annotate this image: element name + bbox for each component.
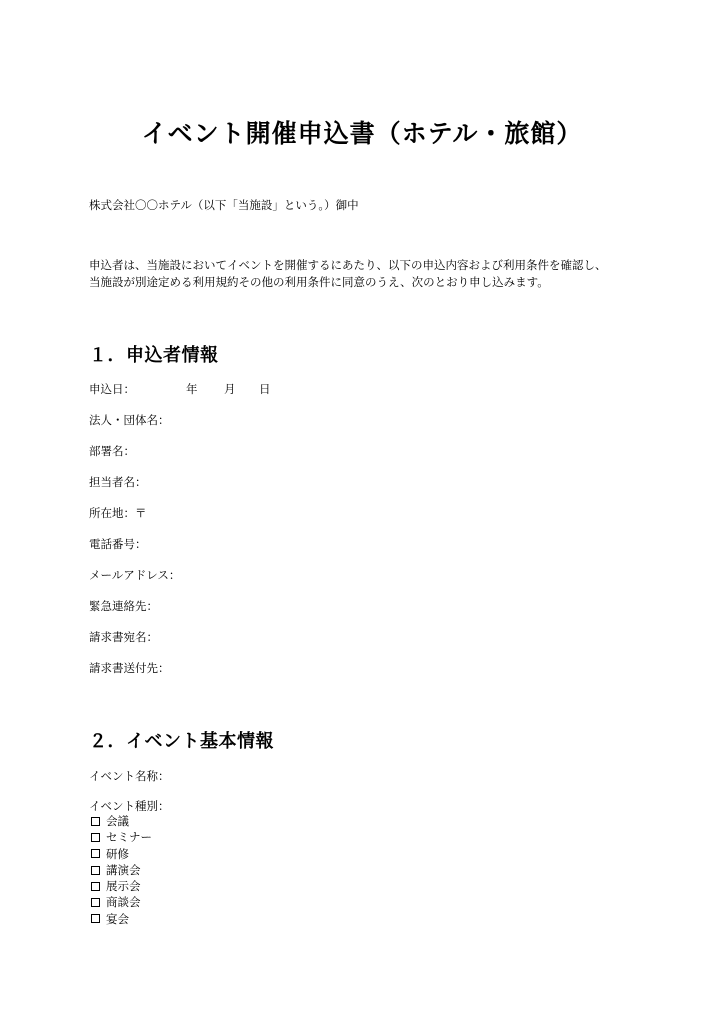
checkbox-icon[interactable] [91, 882, 100, 891]
checkbox-icon[interactable] [91, 849, 100, 858]
event-type-checkbox-list [89, 813, 152, 927]
checkbox-icon[interactable] [91, 817, 100, 826]
event-type-option-label: 宴会 [106, 911, 129, 926]
email-field: メールアドレス： [89, 568, 181, 582]
contact-person-field: 担当者名： [89, 475, 147, 489]
organization-name-field: 法人・団体名： [89, 413, 170, 427]
checkbox-icon[interactable] [91, 866, 100, 875]
event-type-option-label: 会議 [106, 814, 129, 828]
application-date-label: 申込日： [89, 382, 135, 396]
event-type-option-label: 研修 [106, 846, 129, 861]
event-name-field: イベント名称： [89, 769, 170, 783]
event-type-option-training[interactable] [89, 846, 152, 862]
event-type-option-banquet[interactable] [89, 911, 152, 927]
date-day-label: 日 [259, 382, 271, 396]
intro-paragraph [89, 257, 607, 291]
checkbox-icon[interactable] [91, 833, 100, 842]
page-title: イベント開催申込書（ホテル・旅館） [141, 119, 583, 148]
checkbox-icon[interactable] [91, 914, 100, 923]
section-heading-event: ２．イベント基本情報 [89, 731, 274, 752]
event-type-option-exhibition[interactable] [89, 878, 152, 894]
event-type-option-business-meeting[interactable] [89, 894, 152, 910]
date-year-label: 年 [186, 382, 198, 396]
address-field: 所在地：〒 [89, 506, 147, 520]
invoice-addressee-field: 請求書宛名： [89, 630, 158, 644]
event-type-option-seminar[interactable] [89, 829, 152, 845]
event-type-option-label: 展示会 [106, 879, 141, 894]
event-type-option-label: 講演会 [106, 862, 141, 877]
intro-line: 申込者は、当施設においてイベントを開催するにあたり、以下の申込内容および利用条件を確認し、 [89, 258, 607, 272]
section-heading-applicant: １．申込者情報 [89, 345, 219, 366]
event-type-option-lecture[interactable] [89, 862, 152, 878]
emergency-contact-field: 緊急連絡先： [89, 599, 158, 613]
checkbox-icon[interactable] [91, 898, 100, 907]
phone-field: 電話番号： [89, 537, 147, 551]
addressee-line: 株式会社〇〇ホテル（以下「当施設」という。）御中 [89, 198, 359, 212]
event-type-option-label: 商談会 [106, 895, 141, 910]
department-field: 部署名： [89, 444, 135, 458]
event-type-label: イベント種別： [89, 799, 170, 813]
event-type-option-label: セミナー [106, 830, 152, 845]
event-type-option-meeting[interactable] [89, 813, 152, 829]
invoice-destination-field: 請求書送付先： [89, 661, 170, 675]
date-month-label: 月 [224, 382, 236, 396]
intro-line: 当施設が別途定める利用規約その他の利用条件に同意のうえ、次のとおり申し込みます。 [89, 275, 549, 289]
